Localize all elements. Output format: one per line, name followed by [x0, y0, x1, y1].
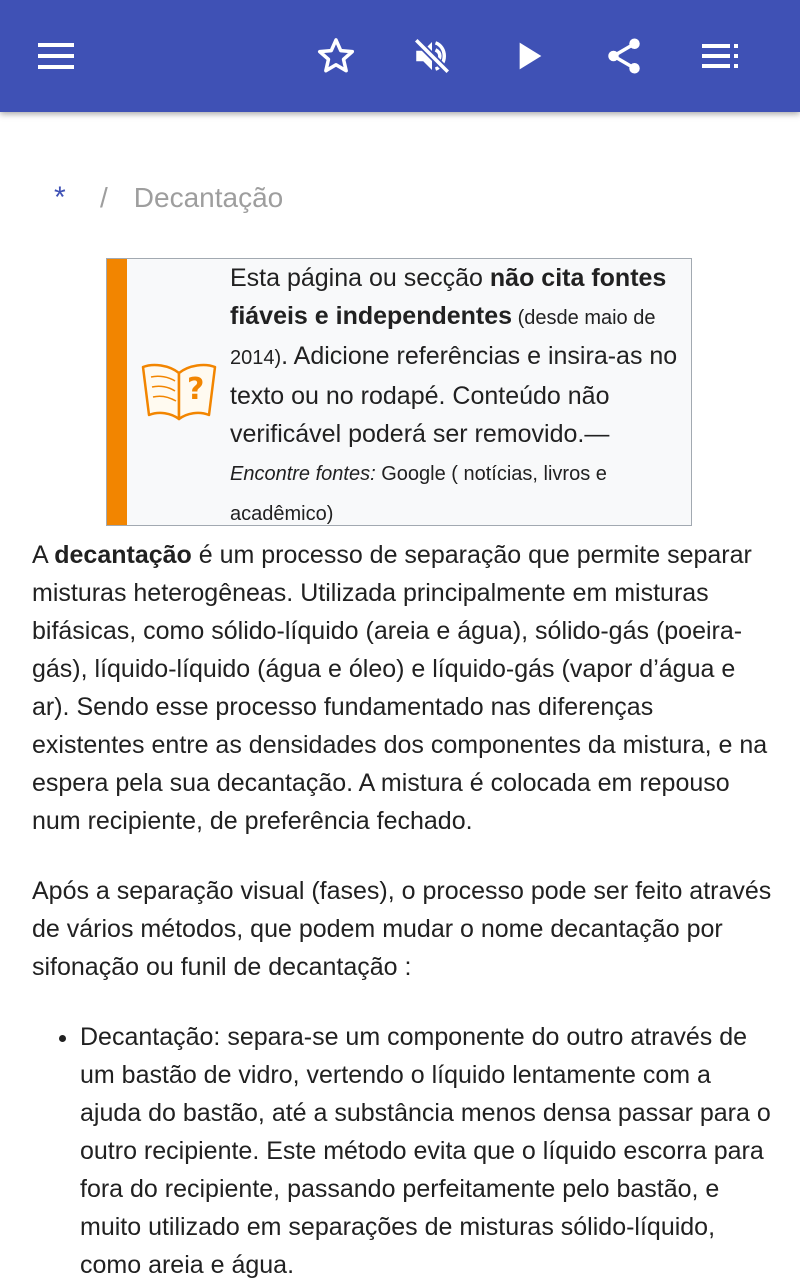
article-paragraph-1 [32, 536, 772, 840]
menu-icon[interactable] [28, 28, 84, 84]
p1-rest: é um processo de separação que permite separar misturas heterogêneas. Utilizada principalmente em misturas bifásicas, como sólido-líquido (areia e água), sólido-gás (poeira-gás), líquido-líquido (água e óleo) e líquido-gás (vapor d’água e ar). Sendo esse processo fundamentado nas diferenças existentes entre as densidades dos componentes da mistura, e na espera pela sua decantação. A mistura é colocada em repouso num recipiente, de preferência fechado. [32, 541, 768, 835]
methods-list [32, 1018, 772, 1284]
find-sources-label: Encontre fontes: [230, 463, 376, 485]
notice-text [230, 259, 680, 533]
book-question-icon [139, 359, 219, 426]
notice-bold: não cita fontes fiáveis e independentes [230, 264, 667, 330]
article-body [32, 536, 772, 1284]
breadcrumb-separator: / [100, 182, 108, 213]
share-icon[interactable] [596, 28, 652, 84]
notice-accent-bar [107, 259, 127, 525]
star-icon[interactable] [308, 28, 364, 84]
breadcrumb [54, 178, 283, 218]
unsourced-notice-box [106, 258, 692, 526]
p1-bold-term: decantação [54, 541, 192, 569]
breadcrumb-home-link[interactable]: * [54, 181, 66, 214]
notice-text-2: . Adicione referências e insira-as no texto ou no rodapé. Conteúdo não verificável poderá ser removido.— [230, 342, 678, 448]
playlist-icon[interactable] [692, 28, 748, 84]
volume-off-icon[interactable] [404, 28, 460, 84]
notice-text-1: Esta página ou secção [230, 264, 490, 292]
list-item: • Decantação: separa-se um componente do outro através de um bastão de vidro, vertendo o líquido lentamente com a ajuda do bastão, até a substância menos densa passar para o outro recipiente. Este método evita que o líquido escorra para fora do recipiente, passando perfeitamente pelo bastão, e muito utilizado em separações de misturas sólido-líquido, como areia e água. [80, 1018, 772, 1284]
breadcrumb-current: Decantação [133, 182, 284, 213]
find-sources-links[interactable]: Google ( notícias, livros e acadêmico) [230, 463, 607, 525]
article-paragraph-2: Após a separação visual (fases), o processo pode ser feito através de vários métodos, que podem mudar o nome decantação por sifonação ou funil de decantação : [32, 877, 772, 981]
p1-prefix: A [32, 541, 55, 569]
svg-text:?: ? [187, 372, 205, 407]
notice-since: (desde maio de 2014) [230, 307, 656, 369]
app-bar [0, 0, 800, 112]
play-icon[interactable] [500, 28, 556, 84]
